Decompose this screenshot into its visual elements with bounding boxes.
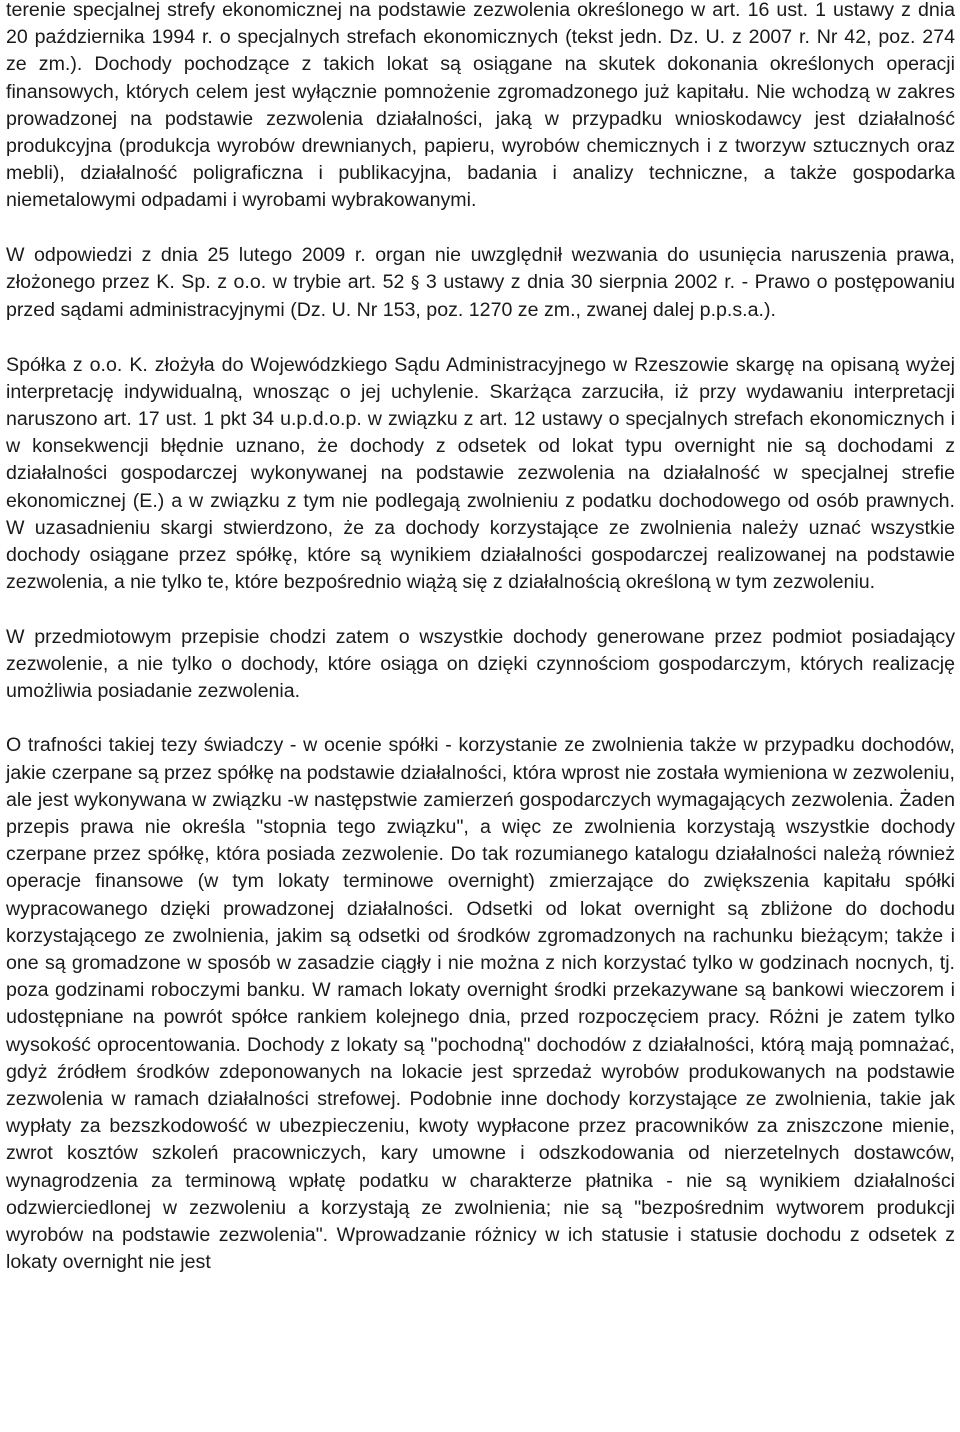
paragraph-5: O trafności takiej tezy świadczy - w ocenie spółki - korzystanie ze zwolnienia także w przypadku dochodów, jakie czerpane są przez spółkę na podstawie działalności, która wprost nie została wymieniona w zezwoleniu, ale jest wykonywana w związku -w następstwie zamierzeń gospodarczych wymagających zezwolenia. Żaden przepis prawa nie określa "stopnia tego związku", a więc ze zwolnienia korzystają wszystkie dochody czerpane przez spółkę, która posiada zezwolenie. Do tak rozumianego katalogu działalności należą również operacje finansowe (w tym lokaty terminowe overnight) zmierzające do zwiększenia kapitału spółki wypracowanego dzięki prowadzonej działalności. Odsetki od lokat overnight są zbliżone do dochodu korzystającego ze zwolnienia, jakim są odsetki od środków zgromadzonych na rachunku bieżącym; także i one są gromadzone w sposób w zasadzie ciągły i nie można z nich korzystać tylko w godzinach nocnych, tj. poza godzinami roboczymi banku. W ramach lokaty overnight środki przekazywane są bankowi wieczorem i udostępniane na powrót spółce rankiem kolejnego dnia, przed rozpoczęciem pracy. Różni je zatem tylko wysokość oprocentowania. Dochody z lokaty są "pochodną" dochodów z działalności, którą mają pomnażać, gdyż źródłem środków zdeponowanych na lokacie jest sprzedaż wyrobów produkowanych na podstawie zezwolenia w ramach działalności strefowej. Podobnie inne dochody korzystające ze zwolnienia, takie jak wypłaty za bezszkodowość w ubezpieczeniu, kwoty wypłacone przez pracowników za zniszczone mienie, zwrot kosztów szkoleń pracowniczych, kary umowne i odszkodowania od nierzetelnych dostawców, wynagrodzenia za terminową wpłatę podatku w charakterze płatnika - nie są wynikiem działalności odzwierciedlonej w zezwoleniu a korzystają ze zwolnienia; nie są "bezpośrednim wytworem produkcji wyrobów na podstawie zezwolenia". Wprowadzanie różnicy w ich statusie i statusie dochodu z odsetek z lokaty overnight nie jest xyxy=(6,734,955,1274)
paragraph-2-text-after: 3 ustawy z dnia 30 sierpnia 2002 r. - Prawo o postępowaniu przed sądami administracyjnymi (Dz. U. Nr 153, poz. 1270 ze zm., zwanej dalej p.p.s.a.). xyxy=(6,271,956,322)
paragraph-2-text-before: W odpowiedzi z dnia 25 lutego 2009 r. organ nie uwzględnił wezwania do usunięcia naruszenia prawa, złożonego przez K. Sp. z o.o. w trybie art. 52 xyxy=(6,243,955,294)
paragraph-1: terenie specjalnej strefy ekonomicznej na podstawie zezwolenia określonego w art. 16 ust. 1 ustawy z dnia 20 października 1994 r. o specjalnych strefach ekonomicznych (tekst jedn. Dz. U. z 2007 r. Nr 42, poz. 274 ze zm.). Dochody pochodzące z takich lokat są osiągane na skutek dokonania określonych operacji finansowych, których celem jest wyłącznie pomnożenie zgromadzonego już kapitału. Nie wchodzą w zakres prowadzonej na podstawie zezwolenia działalności, jaką w przypadku wnioskodawcy jest działalność produkcyjna (produkcja wyrobów drewnianych, papieru, wyrobów chemicznych i z tworzyw sztucznych oraz mebli), działalność poligraficzna i publikacyjna, badania i analizy techniczne, a także gospodarka niemetalowymi odpadami i wyrobami wybrakowanymi. xyxy=(6,0,955,212)
section-symbol: § xyxy=(410,273,420,294)
paragraph-3: Spółka z o.o. K. złożyła do Wojewódzkiego Sądu Administracyjnego w Rzeszowie skargę na opisaną wyżej interpretację indywidualną, wnosząc o jej uchylenie. Skarżąca zarzuciła, iż przy wydawaniu interpretacji naruszono art. 17 ust. 1 pkt 34 u.p.d.o.p. w związku z art. 12 ustawy o specjalnych strefach ekonomicznych i w konsekwencji błędnie uznano, że dochody z odsetek od lokat typu overnight nie są dochodami z działalności gospodarczej wykonywanej na podstawie zezwolenia na działalność w specjalnej strefie ekonomicznej (E.) a w związku z tym nie podlegają zwolnieniu z podatku dochodowego od osób prawnych. W uzasadnieniu skargi stwierdzono, że za dochody korzystające ze zwolnienia należy uznać wszystkie dochody osiągane przez spółkę, które są wynikiem działalności gospodarczej realizowanej na podstawie zezwolenia, a nie tylko te, które bezpośrednio wiążą się z działalnością określoną w tym zezwoleniu. xyxy=(6,353,955,594)
paragraph-4: W przedmiotowym przepisie chodzi zatem o wszystkie dochody generowane przez podmiot posiadający zezwolenie, a nie tylko o dochody, które osiąga on dzięki czynnościom gospodarczym, których realizację umożliwia posiadanie zezwolenia. xyxy=(6,625,955,703)
document-page xyxy=(6,0,955,1276)
paragraph-2 xyxy=(6,242,955,325)
